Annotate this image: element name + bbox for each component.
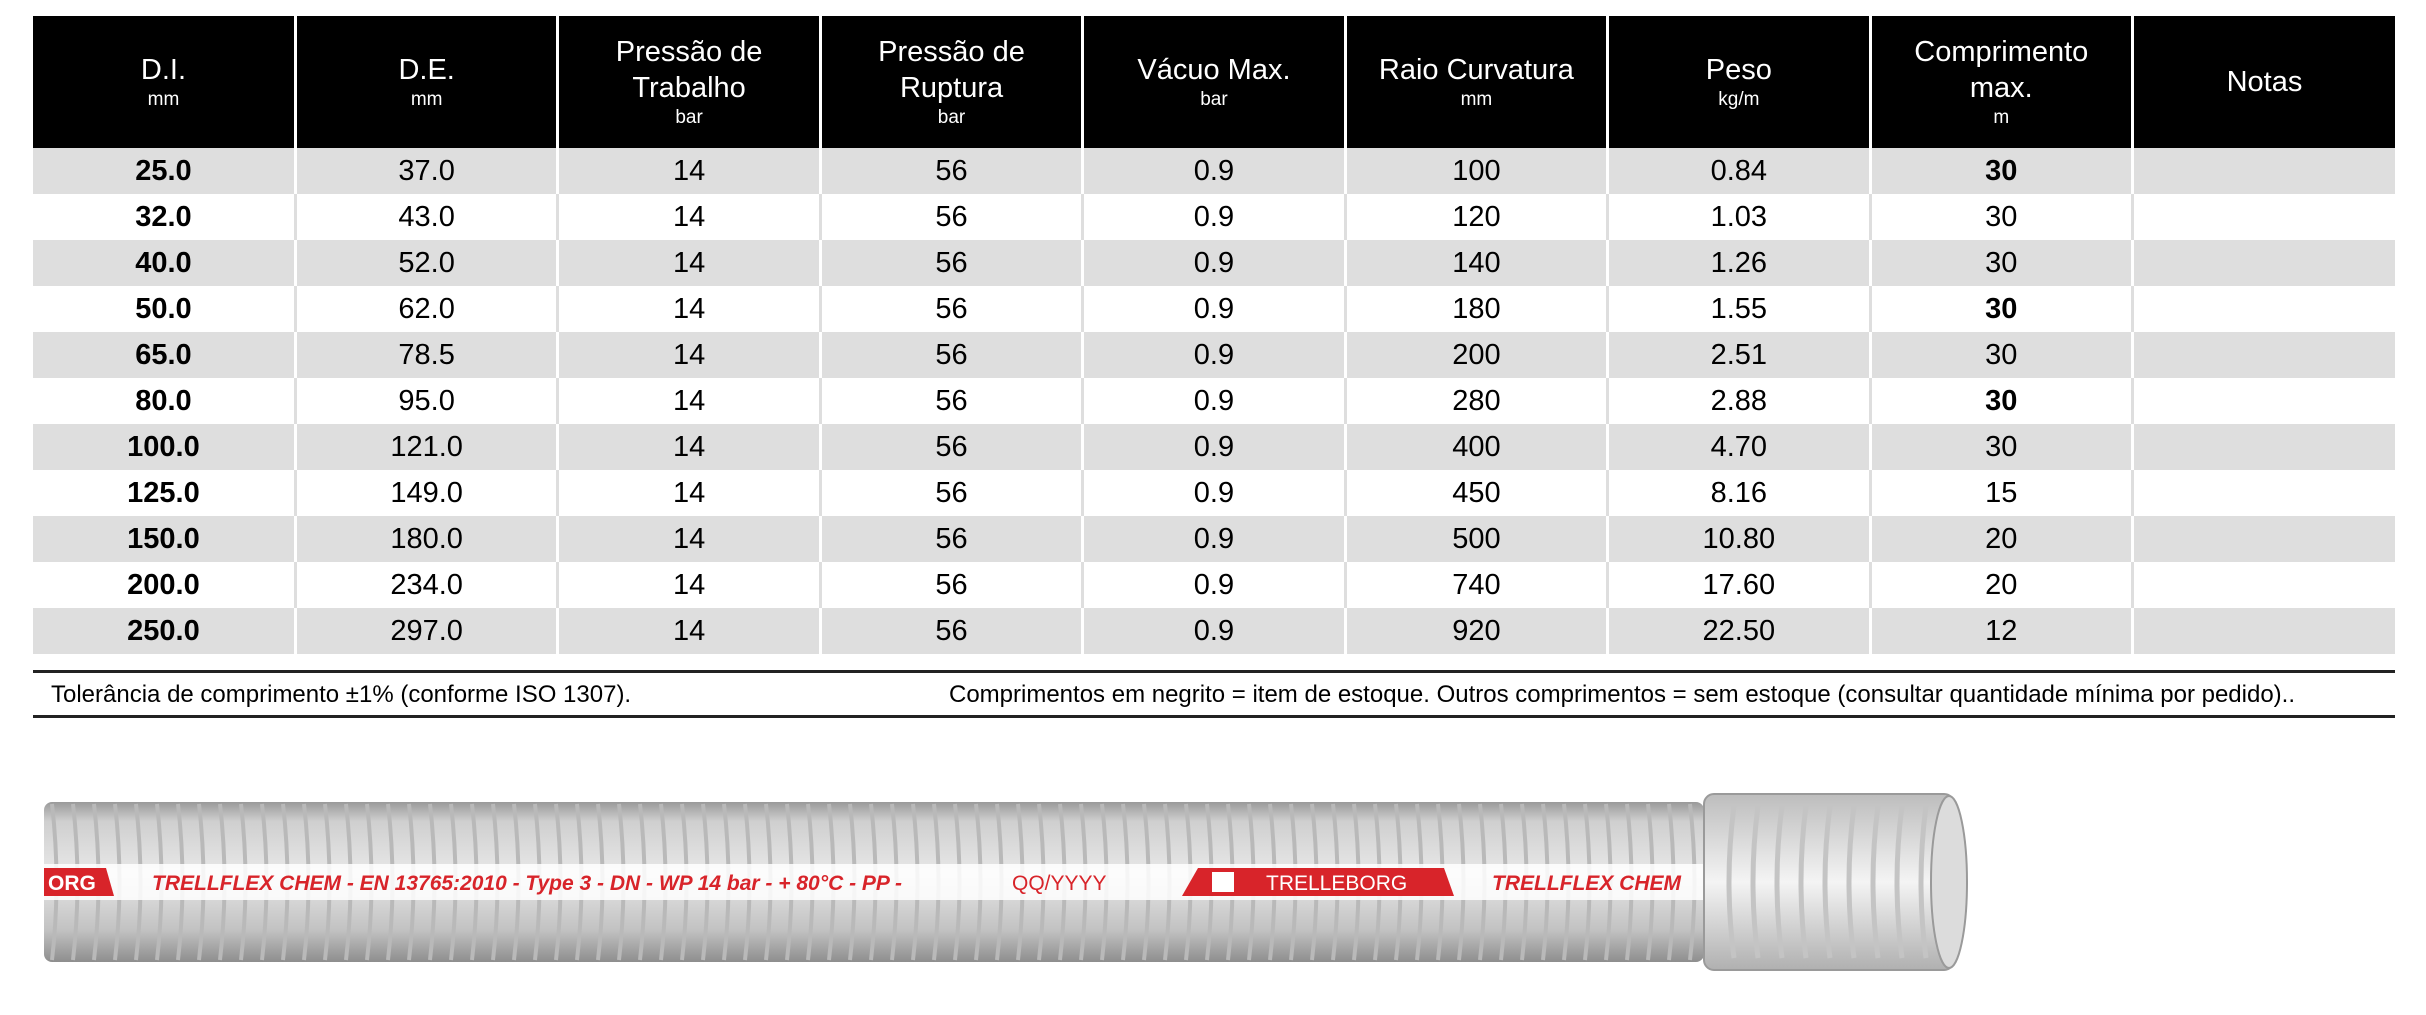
table-cell-pr: 56 [820,516,1082,562]
table-cell-comp: 12 [1870,608,2132,654]
table-cell-pr: 56 [820,562,1082,608]
table-row [33,194,2395,240]
table-cell-comp: 30 [1870,286,2132,332]
table-row [33,148,2395,194]
table-cell-raio: 500 [1345,516,1607,562]
table-body [33,148,2395,654]
column-header [1345,16,1607,148]
table-cell-de: 62.0 [295,286,557,332]
table-cell-pt: 14 [558,562,820,608]
table-cell-peso: 4.70 [1608,424,1870,470]
table-cell-de: 180.0 [295,516,557,562]
table-cell-notas [2133,378,2396,424]
table-cell-pt: 14 [558,424,820,470]
table-cell-notas [2133,194,2396,240]
table-cell-de: 95.0 [295,378,557,424]
hose-brand: TRELLEBORG [1266,872,1408,895]
table-cell-vac: 0.9 [1083,378,1345,424]
table-cell-de: 52.0 [295,240,557,286]
column-header-label: Pressão de Trabalho [615,36,763,104]
table-cell-di: 32.0 [33,194,295,240]
table-cell-comp: 30 [1870,148,2132,194]
column-header-label: Pressão de Ruptura [878,36,1025,104]
table-cell-pt: 14 [558,516,820,562]
table-cell-pr: 56 [820,240,1082,286]
table-row [33,378,2395,424]
table-row [33,562,2395,608]
table-cell-pr: 56 [820,470,1082,516]
table-cell-pr: 56 [820,194,1082,240]
hose-print-text: TRELLFLEX CHEM - EN 13765:2010 - Type 3 - DN - WP 14 bar - + 80°C - PP - [152,872,902,895]
table-cell-raio: 740 [1345,562,1607,608]
table-cell-vac: 0.9 [1083,240,1345,286]
table-cell-vac: 0.9 [1083,332,1345,378]
table-cell-di: 150.0 [33,516,295,562]
table-cell-vac: 0.9 [1083,470,1345,516]
table-cell-peso: 2.88 [1608,378,1870,424]
column-header-label: Raio Curvatura [1378,54,1574,86]
table-cell-notas [2133,608,2396,654]
column-header [1608,16,1870,148]
table-cell-comp: 15 [1870,470,2132,516]
table-row [33,470,2395,516]
table-cell-pt: 14 [558,470,820,516]
table-cell-notas [2133,240,2396,286]
table-cell-vac: 0.9 [1083,608,1345,654]
column-header-label: Vácuo Max. [1137,54,1291,86]
column-header-label: D.E. [398,54,455,86]
table-cell-notas [2133,148,2396,194]
table-cell-di: 125.0 [33,470,295,516]
table-cell-raio: 100 [1345,148,1607,194]
table-cell-pr: 56 [820,378,1082,424]
table-cell-notas [2133,286,2396,332]
table-cell-peso: 0.84 [1608,148,1870,194]
table-cell-pr: 56 [820,608,1082,654]
column-header-unit: bar [675,107,703,128]
table-cell-peso: 1.03 [1608,194,1870,240]
table-cell-di: 25.0 [33,148,295,194]
table-cell-pr: 56 [820,332,1082,378]
table-cell-raio: 400 [1345,424,1607,470]
hose-print [44,868,1681,896]
table-cell-comp: 20 [1870,516,2132,562]
table-row [33,424,2395,470]
table-cell-raio: 920 [1345,608,1607,654]
column-header-unit: m [1993,107,2010,128]
table-cell-peso: 1.26 [1608,240,1870,286]
table-cell-de: 78.5 [295,332,557,378]
table-cell-comp: 30 [1870,378,2132,424]
table-cell-vac: 0.9 [1083,148,1345,194]
table-cell-comp: 30 [1870,332,2132,378]
table-row [33,516,2395,562]
table-cell-pr: 56 [820,286,1082,332]
table-cell-comp: 30 [1870,424,2132,470]
column-header [1083,16,1345,148]
table-cell-pt: 14 [558,148,820,194]
hose-product-image [44,792,1984,972]
table-cell-peso: 17.60 [1608,562,1870,608]
table-cell-peso: 22.50 [1608,608,1870,654]
column-header [2133,16,2396,148]
table-cell-de: 37.0 [295,148,557,194]
table-cell-vac: 0.9 [1083,516,1345,562]
column-header [558,16,820,148]
table-cell-di: 40.0 [33,240,295,286]
table-cell-raio: 120 [1345,194,1607,240]
stock-legend-note: Comprimentos em negrito = item de estoque. Outros comprimentos = sem estoque (consultar quantidade mínima por pedido).. [949,681,2296,708]
table-cell-di: 200.0 [33,562,295,608]
table-cell-peso: 10.80 [1608,516,1870,562]
table-cell-raio: 180 [1345,286,1607,332]
table-cell-di: 80.0 [33,378,295,424]
table-cell-vac: 0.9 [1083,286,1345,332]
table-cell-di: 65.0 [33,332,295,378]
column-header [295,16,557,148]
table-cell-vac: 0.9 [1083,424,1345,470]
column-header-unit: mm [147,89,180,110]
column-header-label: Peso [1705,54,1772,86]
table-header-row [33,16,2395,148]
table-cell-raio: 450 [1345,470,1607,516]
table-cell-pt: 14 [558,286,820,332]
table-cell-peso: 8.16 [1608,470,1870,516]
table-cell-de: 234.0 [295,562,557,608]
table-cell-comp: 20 [1870,562,2132,608]
table-cell-notas [2133,332,2396,378]
table-cell-de: 43.0 [295,194,557,240]
table-cell-pr: 56 [820,148,1082,194]
table-row [33,332,2395,378]
column-header-unit: bar [1200,89,1228,110]
hose-date-code: QQ/YYYY [1012,872,1107,895]
table-cell-de: 297.0 [295,608,557,654]
column-header-label: Comprimento max. [1914,36,2089,104]
column-header-label: D.I. [140,54,187,86]
table-cell-di: 250.0 [33,608,295,654]
table-cell-notas [2133,424,2396,470]
column-header [1870,16,2132,148]
column-header-unit: mm [1460,89,1493,110]
column-header [820,16,1082,148]
table-cell-raio: 140 [1345,240,1607,286]
table-cell-pt: 14 [558,194,820,240]
column-header-unit: bar [937,107,966,128]
table-cell-raio: 280 [1345,378,1607,424]
table-cell-pt: 14 [558,608,820,654]
column-header-unit: kg/m [1718,89,1760,110]
table-cell-pr: 56 [820,424,1082,470]
table-cell-raio: 200 [1345,332,1607,378]
column-header-label: Notas [2226,66,2303,98]
table-cell-pt: 14 [558,378,820,424]
table-cell-peso: 1.55 [1608,286,1870,332]
table-row [33,240,2395,286]
table-cell-vac: 0.9 [1083,194,1345,240]
table-cell-di: 50.0 [33,286,295,332]
table-cell-notas [2133,516,2396,562]
table-cell-di: 100.0 [33,424,295,470]
table-cell-notas [2133,562,2396,608]
table-cell-comp: 30 [1870,240,2132,286]
column-header-unit: mm [410,89,443,110]
hose-product-name: TRELLFLEX CHEM [1492,872,1681,895]
table-cell-de: 121.0 [295,424,557,470]
table-cell-pt: 14 [558,332,820,378]
table-row [33,286,2395,332]
column-header [33,16,295,148]
spec-table [33,16,2395,654]
trelleborg-logo-icon [1212,872,1234,892]
table-cell-de: 149.0 [295,470,557,516]
table-cell-notas [2133,470,2396,516]
hose-print-prefix: ORG [48,872,96,895]
table-cell-comp: 30 [1870,194,2132,240]
table-cell-peso: 2.51 [1608,332,1870,378]
hose-cuff [1704,794,1967,970]
table-cell-vac: 0.9 [1083,562,1345,608]
notes-bar [33,670,2395,718]
table-cell-pt: 14 [558,240,820,286]
table-row [33,608,2395,654]
tolerance-note: Tolerância de comprimento ±1% (conforme ISO 1307). [51,681,632,708]
